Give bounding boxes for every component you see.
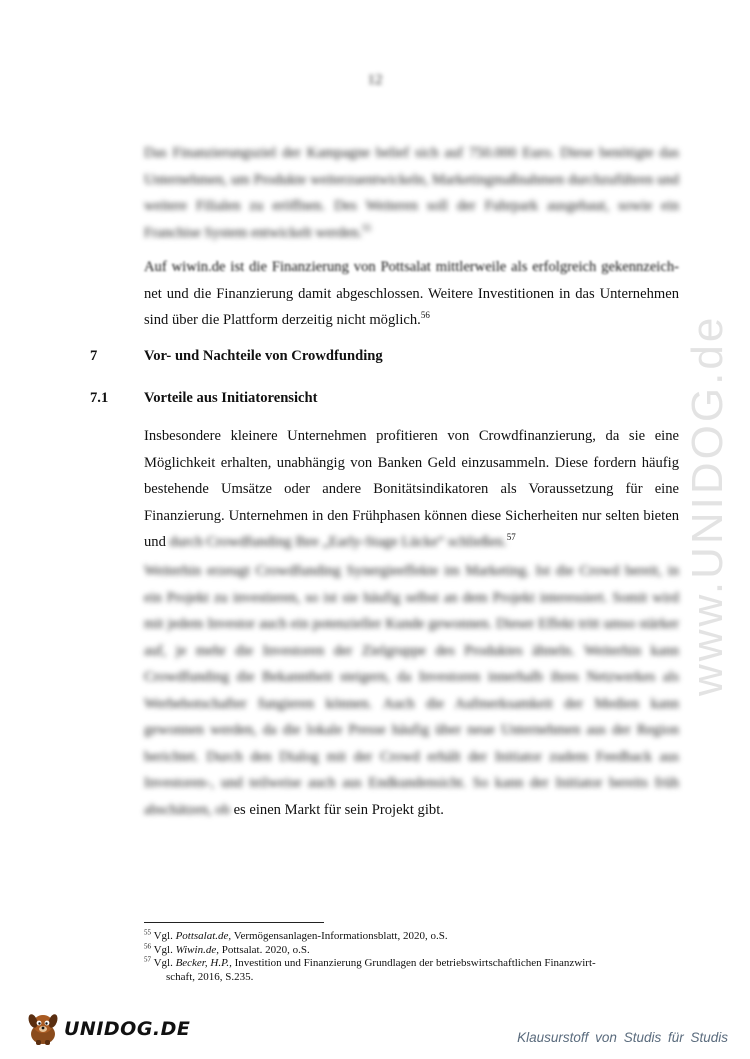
logo-text: UNIDOG.DE	[64, 1018, 191, 1040]
footer-tagline: Klausurstoff von Studis für Studis	[517, 1030, 728, 1045]
subsection-title: Vorteile aus Initiatorensicht	[144, 390, 318, 406]
paragraph-4-blurred-body: Weiterhin erzeugt Crowdfunding Synergieeffekte im Marketing. Ist die Crowd bereit, in ein Projekt zu investieren, so ist sie häufig selbst an dem Projekt interessiert. Somit wird mit jedem Investor auch ein potenzieller Kunde gewonnen. Dieser Effekt tritt umso stärker auf, je mehr die Investoren der Zielgruppe des Produktes ähneln. Weiterhin kann Crowdfunding die Bekanntheit steigern, da Investoren innerhalb ihres Netzwerkes als Werbebotschafter fungieren können. Auch die Aufmerksamkeit der Medien kann gewonnen werden, da die lokale Presse häufig über neue Unternehmen aus der Region berichtet. Durch den Dialog mit der Crowd erhält der Initiator zudem Feedback aus Investoren-, und teilweise auch aus Endkundensicht. So kann der Initiator bereits früh abschätzen, ob	[144, 563, 679, 818]
dog-mascot-icon	[24, 1010, 62, 1048]
section-number: 7	[90, 348, 98, 364]
paragraph-2-partially-blurred-line: Auf wiwin.de ist die Finanzierung von Pottsalat mittlerweile als erfolgreich gekennzeich-	[144, 259, 679, 275]
paragraph-2: Auf wiwin.de ist die Finanzierung von Pottsalat mittlerweile als erfolgreich gekennzeich- net und die Finanzierung damit abgeschlossen. Weitere Investitionen in das Unternehmen sind über die Plattform derzeitig nicht möglich.$^{56}$	[144, 259, 679, 328]
section-heading-7-1	[90, 390, 318, 407]
paragraph-3: Insbesondere kleinere Unternehmen profitieren von Crowdfinanzierung, da sie eine Möglichkeit erhalten, unabhängig von Banken Geld einzusammeln. Diese fordern häufig bestehende Umsätze oder andere Bonitätsindikatoren als Voraussetzung für eine Finanzierung. Unternehmen in den Frühphasen können diese Sicherheiten nur selten bieten und durch Crowdfunding Ihre „Early-Stage Lücke“ schließen.$^{57}$	[144, 428, 679, 550]
footnote-57: $^{57}$ Vgl. Becker, H.P., Investition und Finanzierung Grundlagen der betriebswirtschaftlichen Finanzwirt-	[144, 955, 596, 969]
paragraph-blurred-1: Das Finanzierungsziel der Kampagne belief sich auf 750.000 Euro. Diese benötigte das Unternehmen, um Produkte weiterzuentwickeln, Marketingmaßnahmen durchzuführen und weitere Filialen zu eröffnen. Des Weiteren soll der Fuhrpark ausgebaut, sowie ein Franchise System entwickelt werden.$^{55}$	[144, 145, 679, 241]
paragraph-4: Weiterhin erzeugt Crowdfunding Synergieeffekte im Marketing. Ist die Crowd bereit, in ein Projekt zu investieren, so ist sie häufig selbst an dem Projekt interessiert. Somit wird mit jedem Investor auch ein potenzieller Kunde gewonnen. Dieser Effekt tritt umso stärker auf, je mehr die Investoren der Zielgruppe des Produktes ähneln. Weiterhin kann Crowdfunding die Bekanntheit steigern, da Investoren innerhalb ihres Netzwerkes als Werbebotschafter fungieren können. Auch die Aufmerksamkeit der Medien kann gewonnen werden, da die lokale Presse häufig über neue Unternehmen aus der Region berichtet. Durch den Dialog mit der Crowd erhält der Initiator zudem Feedback aus Investoren-, und teilweise auch aus Endkundensicht. So kann der Initiator bereits früh abschätzen, ob es einen Markt für sein Projekt gibt.	[144, 563, 679, 818]
section-heading-7	[90, 348, 383, 365]
paragraph-3-blurred-tail: durch Crowdfunding Ihre „Early-Stage Lücke“ schließen.	[169, 534, 507, 550]
unidog-logo[interactable]	[24, 1010, 190, 1048]
footnotes	[144, 930, 679, 984]
page-number: 12	[367, 72, 383, 88]
footnote-55: $^{55}$ Vgl. Pottsalat.de, Vermögensanlagen-Informationsblatt, 2020, o.S.	[144, 928, 448, 942]
footnote-divider	[144, 922, 324, 923]
watermark-text: www.UNIDOG.de	[683, 314, 732, 696]
subsection-number: 7.1	[90, 390, 109, 406]
footnote-57-continuation: schaft, 2016, S.235.	[166, 970, 254, 983]
footnote-56: $^{56}$ Vgl. Wiwin.de, Pottsalat. 2020, o.S.	[144, 941, 310, 956]
section-title: Vor- und Nachteile von Crowdfunding	[144, 348, 383, 364]
